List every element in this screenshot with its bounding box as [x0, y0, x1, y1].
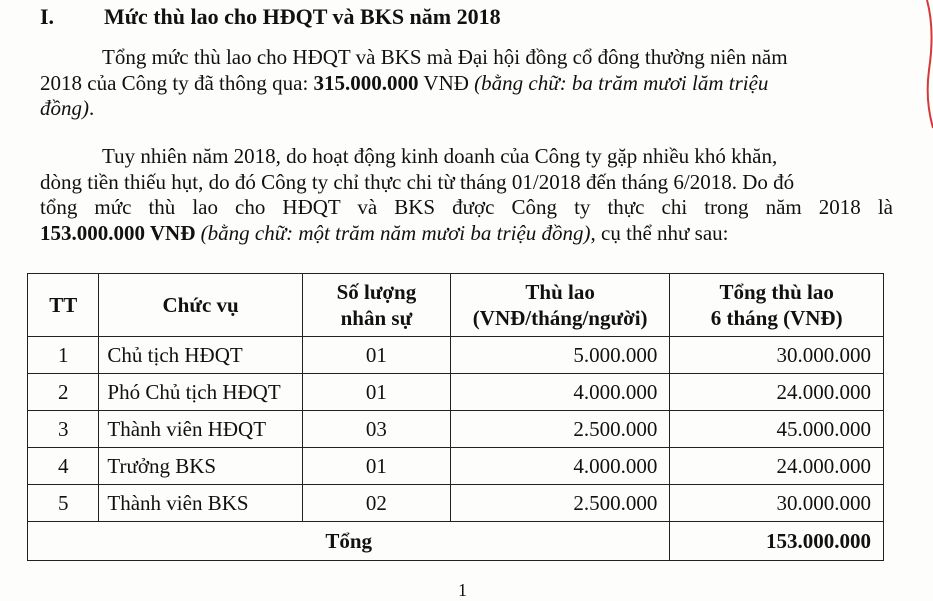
cell-total: 30.000.000 — [670, 337, 884, 374]
cell-fee: 5.000.000 — [451, 337, 670, 374]
cell-fee: 4.000.000 — [451, 448, 670, 485]
section-title: Mức thù lao cho HĐQT và BKS năm 2018 — [104, 4, 501, 29]
red-stamp-edge — [905, 0, 933, 130]
cell-tt: 3 — [28, 411, 99, 448]
approved-amount: 315.000.000 — [313, 70, 419, 95]
cell-quantity: 02 — [302, 485, 450, 522]
header-total-line2: 6 tháng (VNĐ) — [710, 306, 843, 330]
total-value: 153.000.000 — [670, 522, 884, 561]
para2-line4-end: , cụ thể như sau: — [590, 220, 729, 245]
cell-total: 24.000.000 — [670, 374, 884, 411]
header-quantity — [302, 274, 450, 337]
para1-period: . — [89, 96, 95, 120]
cell-role: Trưởng BKS — [99, 448, 302, 485]
table-row — [28, 448, 884, 485]
header-total-line1: Tổng thù lao — [719, 280, 834, 304]
section-heading — [40, 4, 501, 30]
table-row — [28, 374, 884, 411]
cell-fee: 4.000.000 — [451, 374, 670, 411]
header-quantity-line2: nhân sự — [340, 306, 413, 330]
table-total-row — [28, 522, 884, 561]
cell-tt: 2 — [28, 374, 99, 411]
para2-line2: dòng tiền thiếu hụt, do đó Công ty chỉ thực chi từ tháng 01/2018 đến tháng 6/2018. Do đó — [40, 169, 795, 194]
header-fee — [451, 274, 670, 337]
cell-role: Chủ tịch HĐQT — [99, 337, 302, 374]
para1-line1: Tổng mức thù lao cho HĐQT và BKS mà Đại hội đồng cổ đông thường niên năm — [102, 45, 788, 69]
currency-label: VNĐ — [418, 70, 475, 95]
cell-quantity: 01 — [302, 374, 450, 411]
cell-tt: 4 — [28, 448, 99, 485]
cell-role: Phó Chủ tịch HĐQT — [99, 374, 302, 411]
cell-role: Thành viên HĐQT — [99, 411, 302, 448]
stamp-arc — [927, 0, 933, 128]
header-fee-line1: Thù lao — [525, 280, 595, 304]
para2-line1: Tuy nhiên năm 2018, do hoạt động kinh doanh của Công ty gặp nhiều khó khăn, — [102, 144, 778, 168]
amount-in-words-end: đồng) — [40, 96, 89, 120]
header-role: Chức vụ — [99, 274, 302, 337]
section-number: I. — [40, 4, 55, 29]
table-row — [28, 485, 884, 522]
header-tt: TT — [28, 274, 99, 337]
remuneration-table — [27, 273, 884, 561]
cell-tt: 5 — [28, 485, 99, 522]
header-total — [670, 274, 884, 337]
cell-fee: 2.500.000 — [451, 485, 670, 522]
table-row — [28, 411, 884, 448]
table-header-row — [28, 274, 884, 337]
cell-total: 45.000.000 — [670, 411, 884, 448]
header-fee-line2: (VNĐ/tháng/người) — [472, 306, 648, 330]
cell-quantity: 01 — [302, 448, 450, 485]
amount-in-words: (bằng chữ: ba trăm mươi lăm triệu — [474, 70, 769, 95]
cell-fee: 2.500.000 — [451, 411, 670, 448]
total-label: Tổng — [28, 522, 670, 561]
para1-line2-text: 2018 của Công ty đã thông qua: — [40, 70, 314, 95]
page-number: 1 — [458, 580, 467, 600]
cell-total: 30.000.000 — [670, 485, 884, 522]
paid-amount: 153.000.000 VNĐ — [40, 220, 196, 245]
para2-line3: tổng mức thù lao cho HĐQT và BKS được Công ty thực chi trong năm 2018 là — [40, 195, 893, 219]
cell-quantity: 03 — [302, 411, 450, 448]
cell-tt: 1 — [28, 337, 99, 374]
cell-role: Thành viên BKS — [99, 485, 302, 522]
paragraph-actual-payment — [40, 144, 893, 246]
paid-amount-in-words: (bằng chữ: một trăm năm mươi ba triệu đồng) — [195, 220, 591, 245]
cell-quantity: 01 — [302, 337, 450, 374]
cell-total: 24.000.000 — [670, 448, 884, 485]
table-row — [28, 337, 884, 374]
header-quantity-line1: Số lượng — [336, 280, 417, 304]
paragraph-approved-remuneration — [40, 45, 893, 122]
